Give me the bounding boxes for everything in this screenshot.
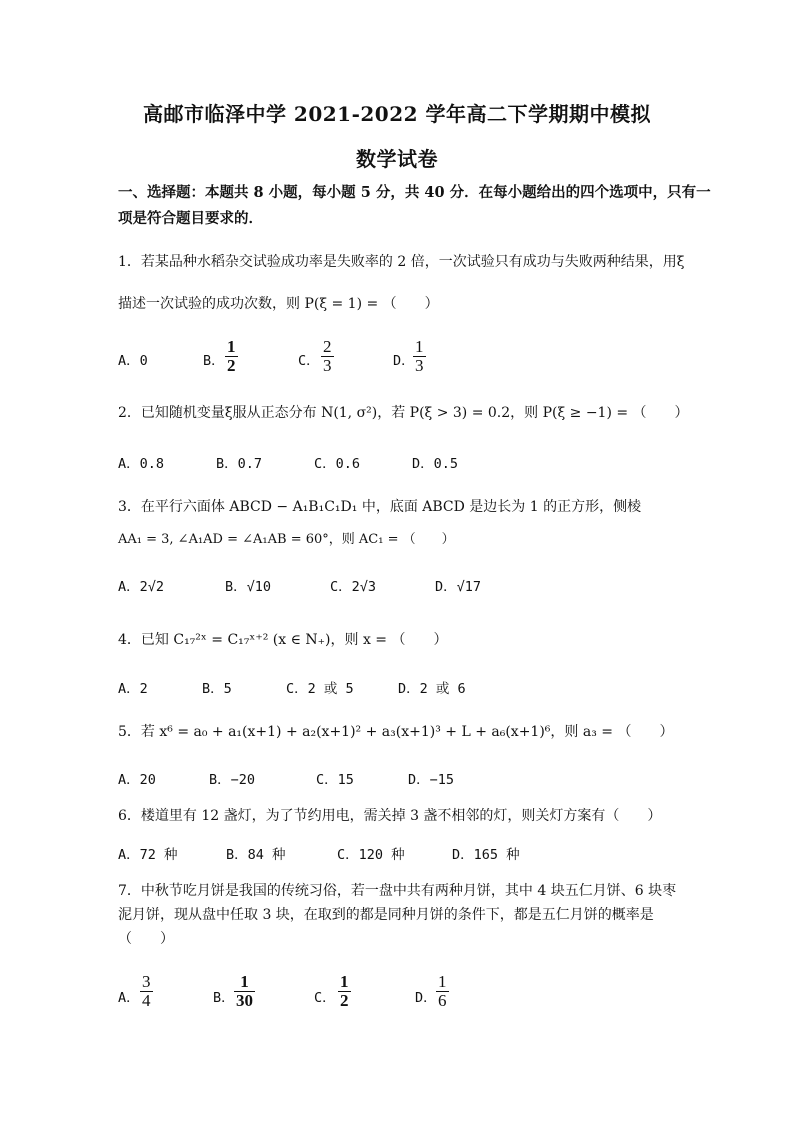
- q7-option-c-numerator: 1: [340, 972, 349, 991]
- q4-option-c: C．2 或 5: [286, 681, 354, 697]
- q1-option-c-fraction: [321, 338, 334, 375]
- q4-option-d: D．2 或 6: [398, 681, 466, 697]
- q1-option-d-denominator: 3: [415, 356, 424, 375]
- q7-text-line1: 7．中秋节吃月饼是我国的传统习俗，若一盘中共有两种月饼，其中 4 块五仁月饼、6 块枣: [118, 883, 677, 899]
- q1-option-c-denominator: 3: [323, 356, 332, 375]
- q1-option-d-fraction: [413, 338, 426, 375]
- q7-option-a-fraction: [140, 973, 153, 1010]
- q2-option-d: D．0.5: [412, 456, 459, 472]
- q5-option-a: A．20: [118, 772, 156, 788]
- q1-option-b-denominator: 2: [227, 356, 236, 375]
- q4-option-a: A．2: [118, 681, 148, 697]
- q7-option-d-denominator: 6: [438, 991, 447, 1010]
- q7-option-d-numerator: 1: [438, 972, 447, 991]
- q7-option-b-denominator: 30: [236, 991, 253, 1010]
- q1-option-a: [118, 349, 148, 369]
- q1-option-d-label: D．: [393, 353, 415, 369]
- q1-option-b-fraction: [225, 338, 238, 375]
- q2-option-b: B．0.7: [216, 456, 263, 472]
- q6-option-c: C．120 种: [337, 847, 405, 863]
- q2-option-a: A．0.8: [118, 456, 165, 472]
- q7-option-c-label: C．: [314, 990, 336, 1006]
- q1-option-a-value: 0: [139, 353, 148, 369]
- q7-option-c-fraction: [338, 973, 351, 1010]
- q3-text-line2: AA₁ = 3, ∠A₁AD = ∠A₁AB = 60°，则 AC₁ = （ ）: [118, 532, 455, 547]
- q1-text-line2: 描述一次试验的成功次数，则 P(ξ = 1) = （ ）: [118, 296, 439, 312]
- q5-text: 5．若 x⁶ = a₀ + a₁(x+1) + a₂(x+1)² + a₃(x+1)³ + L + a₆(x+1)⁶，则 a₃ = （ ）: [118, 724, 674, 740]
- q7-text-line3: （ ）: [118, 931, 174, 947]
- q1-option-b-label: B．: [203, 353, 225, 369]
- q7-text-line2: 泥月饼，现从盘中任取 3 块，在取到的都是同种月饼的条件下，都是五仁月饼的概率是: [118, 907, 654, 923]
- section-heading-line2: 项是符合题目要求的．: [118, 210, 263, 227]
- exam-title: 高邮市临泽中学 2021-2022 学年高二下学期期中模拟: [142, 102, 652, 126]
- q3-text-line1: 3．在平行六面体 ABCD − A₁B₁C₁D₁ 中，底面 ABCD 是边长为 1 的正方形，侧棱: [118, 499, 642, 515]
- q1-option-d-numerator: 1: [415, 337, 424, 356]
- q6-option-d: D．165 种: [452, 847, 520, 863]
- q1-option-c-numerator: 2: [323, 337, 332, 356]
- q1-option-b-numerator: 1: [227, 337, 236, 356]
- q5-option-c: C．15: [316, 772, 354, 788]
- q7-option-d-label: D．: [415, 990, 437, 1006]
- q5-option-b: B．−20: [209, 772, 256, 788]
- q7-option-b-numerator: 1: [240, 972, 249, 991]
- q6-option-a: A．72 种: [118, 847, 178, 863]
- section-heading-line1: 一、选择题：本题共 8 小题，每小题 5 分，共 40 分．在每小题给出的四个选项中，只有一: [118, 184, 711, 201]
- q5-option-d: D．−15: [408, 772, 455, 788]
- q3-option-a: A．2√2: [118, 579, 165, 595]
- q7-option-b-label: B．: [213, 990, 235, 1006]
- q7-option-a-numerator: 3: [142, 972, 151, 991]
- q3-option-b: B．√10: [225, 579, 272, 595]
- q1-option-c-label: C．: [298, 353, 320, 369]
- q1-option-a-label: A．: [118, 353, 140, 369]
- q6-option-b: B．84 种: [226, 847, 286, 863]
- q7-option-a-label: A．: [118, 990, 140, 1006]
- q7-option-c-denominator: 2: [340, 991, 349, 1010]
- q3-option-c: C．2√3: [330, 579, 377, 595]
- q1-text-line1: 1．若某品种水稻杂交试验成功率是失败率的 2 倍，一次试验只有成功与失败两种结果，用ξ: [118, 254, 685, 270]
- exam-subtitle: 数学试卷: [356, 147, 438, 171]
- q7-option-b-fraction: [234, 973, 255, 1010]
- q6-text: 6．楼道里有 12 盏灯，为了节约用电，需关掉 3 盏不相邻的灯，则关灯方案有（ ）: [118, 808, 662, 824]
- q7-option-a-denominator: 4: [142, 991, 151, 1010]
- q2-text: 2．已知随机变量ξ服从正态分布 N(1, σ²)，若 P(ξ > 3) = 0.2，则 P(ξ ≥ −1) = （ ）: [118, 405, 689, 421]
- q7-option-d-fraction: [436, 973, 449, 1010]
- q3-option-d: D．√17: [435, 579, 482, 595]
- q4-text: 4．已知 C₁₇²ˣ = C₁₇ˣ⁺² (x ∈ N₊)，则 x = （ ）: [118, 632, 448, 648]
- q4-option-b: B．5: [202, 681, 232, 697]
- q2-option-c: C．0.6: [314, 456, 361, 472]
